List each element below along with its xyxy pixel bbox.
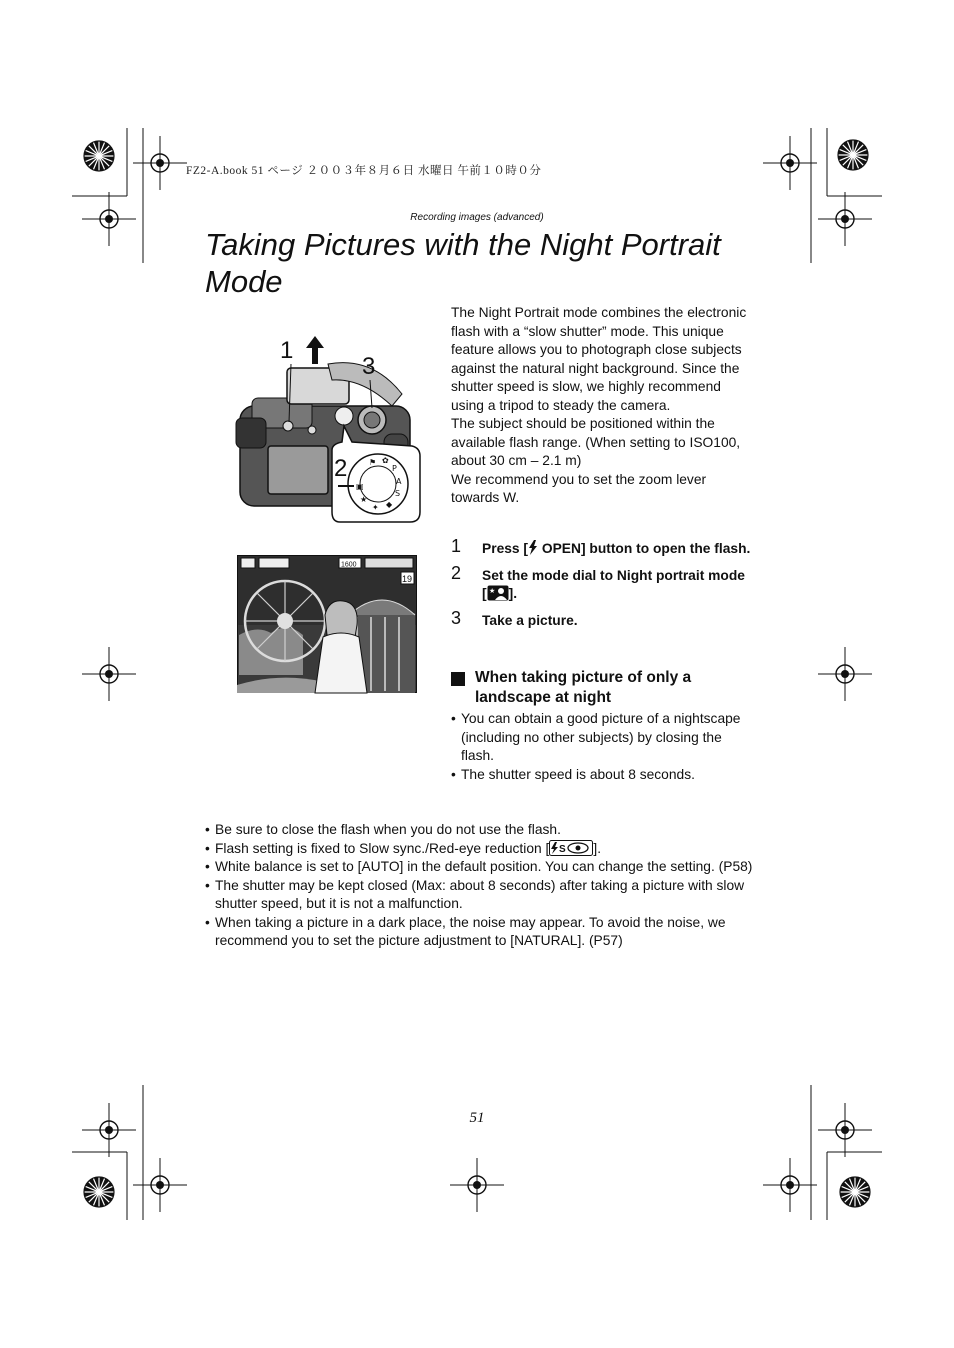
bottom-right-marks <box>763 1085 882 1220</box>
note-text: The shutter may be kept closed (Max: about 8 seconds) after taking a picture with slow shutter speed, but it is not a malfunction. <box>215 877 745 911</box>
svg-text:P: P <box>392 464 397 473</box>
left-middle-mark <box>82 647 136 701</box>
list-item: • The shutter speed is about 8 seconds. <box>451 766 751 785</box>
svg-text:✿: ✿ <box>382 456 389 465</box>
lcd-screen-illustration <box>237 555 418 694</box>
step-1 <box>451 536 751 559</box>
steps-list <box>451 536 751 638</box>
note-text: Flash setting is fixed to Slow sync./Red-eye reduction [ <box>215 840 550 856</box>
svg-text:S: S <box>559 843 567 855</box>
step-text: Set the mode dial to Night portrait mode [ <box>482 567 745 601</box>
svg-text:S: S <box>395 489 401 498</box>
slow-sync-red-eye-icon <box>549 840 593 856</box>
list-item: • You can obtain a good picture of a nightscape (including no other subjects) by closing the flash. <box>451 710 751 766</box>
step-text: ]. <box>508 586 518 601</box>
svg-text:⚑: ⚑ <box>369 458 377 467</box>
callout-1: 1 <box>280 337 294 364</box>
svg-text:▣: ▣ <box>356 482 364 491</box>
lcd-frames-remaining: 19 <box>402 574 413 584</box>
landscape-note-list <box>451 710 751 784</box>
intro-paragraph: The Night Portrait mode combines the electronic flash with a “slow shutter” mode. This unique feature allows you to photograph close subjects against the natural night background. Since the shutter speed is slow, we highly recommend using a tripod to steady the camera. <box>451 305 747 413</box>
square-bullet-icon <box>451 672 465 686</box>
svg-text:◆: ◆ <box>386 500 393 509</box>
night-portrait-icon <box>487 585 509 601</box>
note-text: ]. <box>593 840 602 856</box>
svg-text:★: ★ <box>488 587 495 595</box>
list-item <box>205 840 755 859</box>
step-number: 3 <box>451 607 462 628</box>
print-info: FZ2-A.book 51 ページ ２００３年８月６日 水曜日 午前１０時０分 <box>186 165 542 177</box>
svg-text:✦: ✦ <box>372 503 379 512</box>
step-text: Press [ <box>482 541 529 556</box>
step-number: 1 <box>451 536 462 556</box>
section-label: Recording images (advanced) <box>410 212 544 223</box>
list-item <box>205 821 755 840</box>
intro-paragraph: We recommend you to set the zoom lever towards W. <box>451 471 707 505</box>
lcd-iso-value: 1600 <box>341 561 357 569</box>
callout-3: 3 <box>362 353 376 380</box>
step-3 <box>451 607 751 631</box>
step-text: Take a picture. <box>482 612 578 628</box>
page-number: 51 <box>469 1110 485 1126</box>
svg-text:★: ★ <box>360 495 368 504</box>
right-middle-mark <box>818 647 872 701</box>
step-text: OPEN] button to open the flash. <box>538 541 751 556</box>
callout-2: 2 <box>334 455 348 482</box>
landscape-note-heading <box>451 668 751 708</box>
list-item <box>205 858 755 877</box>
bottom-center-mark <box>450 1158 504 1212</box>
bottom-left-marks <box>72 1085 187 1220</box>
note-text: White balance is set to [AUTO] in the default position. You can change the setting. (P58) <box>215 859 753 874</box>
note-text: When taking a picture in a dark place, the noise may appear. To avoid the noise, we recommend you to set the picture adjustment to [NATURAL]. (P57) <box>215 914 726 948</box>
intro-text <box>451 304 751 508</box>
step-2 <box>451 562 751 604</box>
notes-list <box>205 821 755 951</box>
top-right-marks <box>763 128 882 263</box>
page-title: Taking Pictures with the Night Portrait Mode <box>205 227 721 299</box>
list-item <box>205 877 755 914</box>
list-item <box>205 914 755 951</box>
note-text: Be sure to close the flash when you do not use the flash. <box>215 822 561 837</box>
note-heading-text: When taking picture of only a landscape at night <box>475 669 692 706</box>
svg-text:A: A <box>396 477 402 486</box>
flash-icon <box>528 540 538 555</box>
top-left-marks <box>72 128 187 263</box>
camera-illustration <box>232 334 422 526</box>
intro-paragraph: The subject should be positioned within the available flash range. (When setting to ISO100, about 30 cm – 2.1 m) <box>451 416 741 468</box>
step-number: 2 <box>451 562 462 583</box>
